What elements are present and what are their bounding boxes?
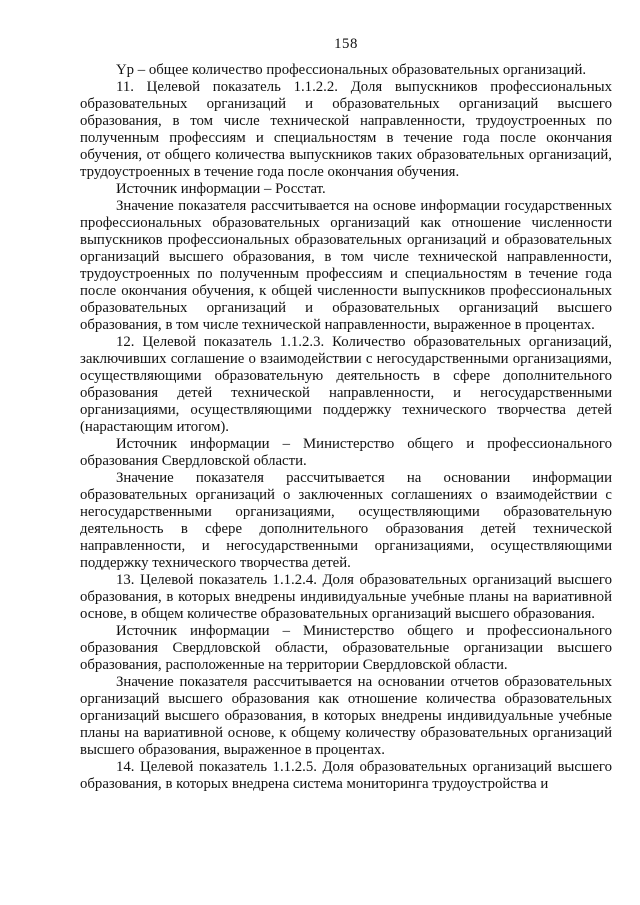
paragraph-yr-definition: Yр – общее количество профессиональных образовательных организаций.	[116, 62, 587, 78]
paragraph-calculation-12: Значение показателя рассчитывается на основании информации образовательных организаций о заключенных соглашениях о взаимодействии с негосударственными организациями, осуществляющими образовательную деятельность в сфере дополнительного образования детей технической направленности, и негосударственными организациями, осуществляющими поддержку технического творчества детей.	[80, 470, 612, 571]
paragraph-indicator-11: 11. Целевой показатель 1.1.2.2. Доля выпускников профессиональных образовательных организаций и образовательных организаций высшего образования, в том числе технической направленности, трудоустроенных по полученным профессиям и специальностям в течение года после окончания обучения, от общего количества выпускников таких образовательных организаций, трудоустроенных в течение года после окончания обучения.	[80, 79, 612, 180]
paragraph-source-12: Источник информации – Министерство общего и профессионального образования Свердловской области.	[80, 436, 612, 469]
paragraph-indicator-14: 14. Целевой показатель 1.1.2.5. Доля образовательных организаций высшего образования, в которых внедрена система мониторинга трудоустройства и	[80, 759, 612, 792]
paragraph-indicator-12: 12. Целевой показатель 1.1.2.3. Количество образовательных организаций, заключивших соглашение о взаимодействии с негосударственными организациями, осуществляющими образовательную деятельность в сфере дополнительного образования детей технической направленности, и негосударственными организациями, осуществляющими поддержку технического творчества детей (нарастающим итогом).	[80, 334, 612, 435]
paragraph-source-11: Источник информации – Росстат.	[116, 181, 326, 197]
paragraph-source-13: Источник информации – Министерство общего и профессионального образования Свердловской области, образовательные организации высшего образования, расположенные на территории Свердловской области.	[80, 623, 612, 673]
paragraph-calculation-13: Значение показателя рассчитывается на основании отчетов образовательных организаций высшего образования как отношение количества образовательных организаций высшего образования, в которых внедрены индивидуальные учебные планы на вариативной основе, к общему количеству образовательных организаций высшего образования, выраженное в процентах.	[80, 674, 612, 758]
paragraph-indicator-13: 13. Целевой показатель 1.1.2.4. Доля образовательных организаций высшего образования, в которых внедрены индивидуальные учебные планы на вариативной основе, в общем количестве образовательных организаций высшего образования.	[80, 572, 612, 622]
page-number: 158	[334, 36, 358, 52]
paragraph-calculation-11: Значение показателя рассчитывается на основе информации государственных профессиональных образовательных организаций как отношение численности выпускников профессиональных образовательных организаций и образовательных организаций высшего образования, в том числе технической направленности, трудоустроенных по полученным профессиям и специальностям в течение года после окончания обучения, к общей численности выпускников профессиональных образовательных организаций и образовательных организаций высшего образования, в том числе технической направленности, выраженное в процентах.	[80, 198, 612, 333]
document-page	[80, 36, 612, 793]
